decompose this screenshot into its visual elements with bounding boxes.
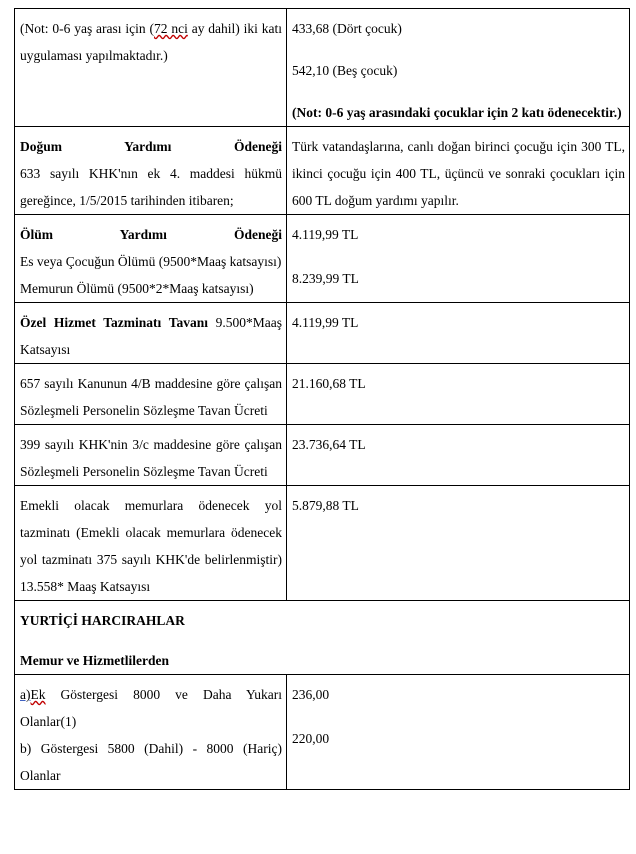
death-officer: Memurun Ölümü (9500*2*Maaş katsayısı) (20, 281, 254, 296)
item-a-amount: 236,00 (292, 687, 330, 702)
special-service-amount: 4.119,99 TL (292, 315, 359, 330)
special-service-amount-cell (287, 303, 630, 364)
contract-657-cell (15, 364, 287, 425)
amount-five-children: 542,10 (Beş çocuk) (292, 63, 398, 78)
double-payment-note: (Not: 0-6 yaş arasındaki çocuklar için 2 katı ödenecektir.) (292, 105, 622, 120)
retirement-travel-text: Emekli olacak memurlara ödenecek yol tazminatı (Emekli olacak memurlara ödenecek yol tazminatı 375 sayılı KHK'de belirlenmiştir) 13.558* Maaş Katsayısı (20, 498, 282, 594)
domestic-travel-heading: YURTİÇİ HARCIRAHLAR (20, 613, 185, 628)
item-b-text: b) Göstergesi 5800 (Dahil) - 8000 (Hariç) Olanlar (20, 741, 282, 783)
birth-allowance-body: 633 sayılı KHK'nın ek 4. maddesi hükmü gereğince, 1/5/2015 tarihinden itibaren; (20, 166, 282, 208)
amount-four-children: 433,68 (Dört çocuk) (292, 21, 402, 36)
item-b-amount: 220,00 (292, 731, 330, 746)
note-text-underlined: 72 nci (153, 21, 188, 36)
special-service-cell (15, 303, 287, 364)
item-a-text: Göstergesi 8000 ve Daha Yukarı Olanlar(1) (20, 687, 282, 729)
contract-657-amount-cell (287, 364, 630, 425)
table-row (15, 675, 630, 790)
domestic-travel-heading-cell (15, 601, 630, 675)
birth-allowance-cell (15, 127, 287, 215)
table-row (15, 127, 630, 215)
contract-399-text: 399 sayılı KHK'nin 3/c maddesine göre çalışan Sözleşmeli Personelin Sözleşme Tavan Ücreti (20, 437, 282, 479)
table-row (15, 601, 630, 675)
item-a-prefix: a) (20, 687, 31, 702)
death-allowance-amount-cell (287, 215, 630, 303)
child-note-cell (15, 9, 287, 127)
contract-399-amount: 23.736,64 TL (292, 437, 366, 452)
allowance-table (14, 8, 630, 790)
death-spouse-child: Es veya Çocuğun Ölümü (9500*Maaş katsayısı) (20, 254, 282, 269)
contract-657-text: 657 sayılı Kanunun 4/B maddesine göre çalışan Sözleşmeli Personelin Sözleşme Tavan Ücreti (20, 376, 282, 418)
note-text-rest: ay dahil) iki katı uygulaması yapılmaktadır.) (20, 21, 282, 63)
indicator-cell (15, 675, 287, 790)
death-allowance-cell (15, 215, 287, 303)
table-row (15, 303, 630, 364)
contract-399-cell (15, 425, 287, 486)
retirement-travel-amount: 5.879,88 TL (292, 498, 359, 513)
birth-allowance-amounts: Türk vatandaşlarına, canlı doğan birinci çocuğu için 300 TL, ikinci çocuğu için 400 TL, üçüncü ve sonraki çocukları için 600 TL doğum yardımı yapılır. (292, 139, 625, 208)
table-row (15, 486, 630, 601)
death-amount-1: 4.119,99 TL (292, 227, 359, 242)
indicator-amount-cell (287, 675, 630, 790)
special-service-body: 9.500*Maaş Katsayısı (20, 315, 282, 357)
retirement-travel-amount-cell (287, 486, 630, 601)
table-row (15, 364, 630, 425)
death-allowance-title: Ölüm Yardımı Ödeneği (20, 227, 282, 242)
table-row (15, 215, 630, 303)
table-row (15, 9, 630, 127)
death-amount-2: 8.239,99 TL (292, 271, 359, 286)
item-a-underlined: Ek (30, 687, 46, 702)
special-service-title: Özel Hizmet Tazminatı Tavanı (20, 315, 208, 330)
officers-subheading: Memur ve Hizmetlilerden (20, 653, 169, 668)
contract-399-amount-cell (287, 425, 630, 486)
retirement-travel-cell (15, 486, 287, 601)
note-text: (Not: 0-6 yaş arası için ( (20, 21, 154, 36)
child-amount-cell (287, 9, 630, 127)
birth-allowance-amount-cell (287, 127, 630, 215)
contract-657-amount: 21.160,68 TL (292, 376, 366, 391)
table-row (15, 425, 630, 486)
birth-allowance-title: Doğum Yardımı Ödeneği (20, 139, 282, 154)
